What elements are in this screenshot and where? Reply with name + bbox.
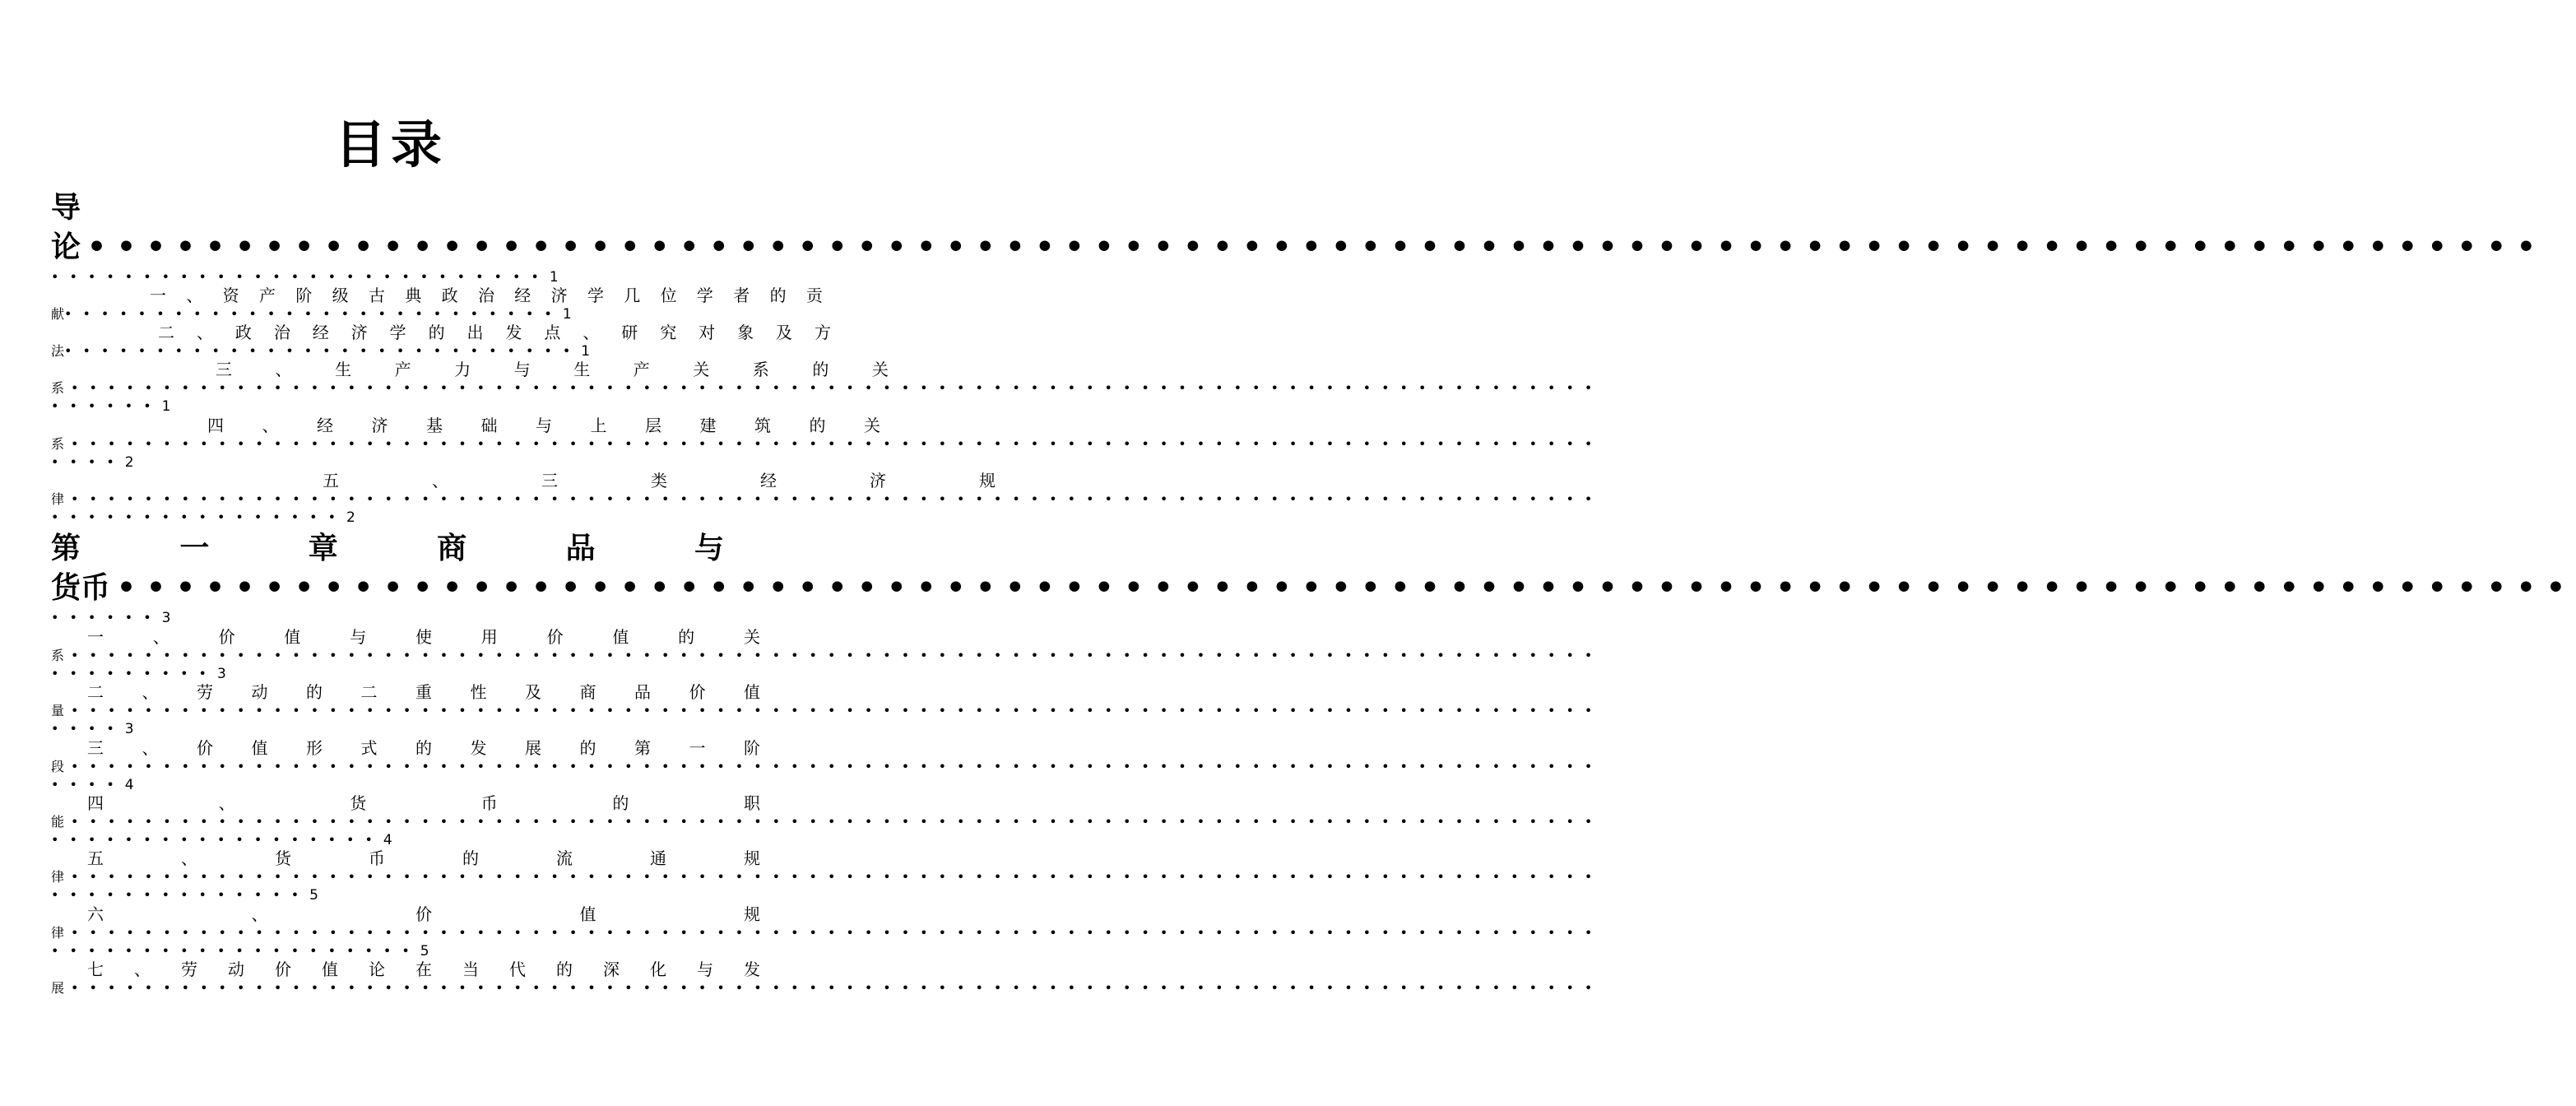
- section-title-char: 值: [612, 627, 629, 647]
- section-page-number: 4: [124, 776, 134, 793]
- section-title-char: 、: [262, 416, 279, 435]
- section-title-char: 资: [222, 286, 239, 305]
- section-title-char: 基: [426, 416, 443, 435]
- section-title-char: 的: [612, 793, 629, 813]
- section-title-char: 段: [51, 759, 65, 774]
- section-page-number: 2: [124, 453, 134, 471]
- chapter-heading-char: 品: [565, 532, 596, 565]
- section-title-char: 与: [536, 416, 552, 435]
- section-title-char: 究: [660, 323, 677, 342]
- section-title-char: 式: [360, 738, 378, 758]
- section-page-number: 3: [216, 665, 226, 682]
- section-title-char: 二: [158, 323, 174, 342]
- section-title-char: 础: [480, 416, 498, 435]
- section-title-char: 动: [251, 682, 268, 702]
- section-title-char: 发: [470, 738, 487, 758]
- section-title-char: 使: [415, 627, 432, 647]
- section-title-char: 深: [603, 960, 620, 979]
- chapter-heading-char: 与: [694, 532, 724, 565]
- dot-leader: ••••: [51, 721, 125, 737]
- section-title-char: 商: [579, 682, 596, 702]
- toc-entry-leader[interactable]: [51, 229, 724, 267]
- section-title-char: 的: [579, 738, 596, 758]
- section-title-char: 币: [369, 848, 385, 868]
- dot-leader: ••••••: [51, 398, 162, 414]
- section-title-char: 政: [234, 323, 252, 342]
- section-title-char: 当: [462, 960, 479, 979]
- section-title-char: 几: [624, 286, 641, 305]
- section-title-char: 经: [514, 286, 531, 305]
- toc-entry-leader[interactable]: [51, 569, 724, 607]
- section-title-char: 、: [181, 848, 197, 868]
- section-title-char: 规: [979, 471, 996, 490]
- section-title-char: 、: [218, 793, 235, 813]
- section-title-char: 品: [634, 682, 651, 702]
- intro-heading-char: 导: [51, 191, 81, 225]
- section-title-char: 与: [350, 627, 367, 647]
- section-title-char: 的: [556, 960, 573, 979]
- chapter1-heading-line1[interactable]: [51, 530, 724, 568]
- section-title-char: 筑: [754, 416, 771, 435]
- section-title-char: 位: [660, 286, 677, 305]
- section-title-char: 一: [87, 627, 104, 647]
- section-title-char: 研: [621, 323, 638, 342]
- section-title-char: 能: [51, 814, 65, 830]
- section-title-char: 学: [587, 286, 604, 305]
- section-title-char: 层: [645, 416, 661, 435]
- section-page-number: 5: [309, 886, 318, 904]
- section-title-char: 关: [871, 360, 889, 379]
- section-title-char: 一: [689, 738, 706, 758]
- chapter-heading-char: 货币: [51, 571, 111, 605]
- section-title-char: 二: [360, 682, 378, 702]
- section-title-char: 、: [251, 904, 268, 924]
- section-title-char: 职: [743, 793, 760, 813]
- section-page-number: 1: [581, 342, 591, 360]
- section-title-char: 建: [699, 416, 717, 435]
- page-title: 目录: [334, 114, 447, 174]
- dot-leader: [71, 927, 1603, 940]
- section-title-char: 价: [218, 627, 235, 647]
- section-page-number: 5: [420, 942, 429, 960]
- section-title-char: 经: [317, 416, 333, 435]
- section-title-char: 五: [87, 848, 104, 868]
- section-title-char: 产: [633, 360, 650, 379]
- section-title-char: 流: [556, 848, 573, 868]
- section-title-char: 四: [207, 416, 224, 435]
- dot-leader: [71, 704, 1603, 718]
- dot-leader: [87, 233, 2546, 263]
- dot-leader: [71, 493, 1603, 506]
- section-title-char: 律: [51, 491, 65, 507]
- section-title-char: 值: [284, 627, 301, 647]
- intro-page-number: 1: [549, 268, 559, 286]
- section-page-number: 1: [161, 397, 171, 415]
- section-page-number: 4: [383, 831, 392, 848]
- section-title-char: 的: [428, 323, 445, 342]
- section-title-char: 上: [590, 416, 607, 435]
- section-title-char: 治: [273, 323, 290, 342]
- section-title-char: 三: [541, 471, 558, 490]
- section-title-char: 规: [744, 848, 760, 868]
- section-title-char: 、: [196, 323, 213, 342]
- section-title-char: 方: [814, 323, 831, 342]
- section-title-char: 学: [389, 323, 406, 342]
- section-title-char: 贡: [805, 286, 823, 305]
- section-title-char: 与: [513, 360, 531, 379]
- section-title-char: 级: [332, 286, 349, 305]
- section-page-number: 2: [346, 509, 355, 526]
- section-title-char: 、: [152, 627, 169, 647]
- intro-heading-line1[interactable]: [51, 189, 724, 227]
- section-title-char: 、: [275, 360, 292, 379]
- dot-leader: ••••••••••••••••••••: [51, 943, 420, 959]
- section-title-char: 三: [216, 360, 232, 379]
- section-title-char: 象: [737, 323, 754, 342]
- section-title-char: 的: [415, 738, 432, 758]
- section-title-char: 类: [651, 471, 667, 490]
- section-title-char: 代: [509, 960, 526, 979]
- section-title-char: 律: [51, 925, 65, 941]
- section-title-char: 的: [769, 286, 787, 305]
- section-title-char: 的: [678, 627, 695, 647]
- section-title-char: 济: [371, 416, 388, 435]
- section-title-char: 价: [197, 738, 213, 758]
- section-title-char: 经: [760, 471, 777, 490]
- section-title-char: 与: [697, 960, 713, 979]
- section-title-char: 币: [480, 793, 498, 813]
- section-title-char: 四: [87, 793, 104, 813]
- section-title-char: 的: [809, 416, 826, 435]
- section-title-char: 古: [368, 286, 385, 305]
- section-title-char: 对: [699, 323, 716, 342]
- section-title-char: 形: [306, 738, 323, 758]
- section-title-char: 展: [51, 980, 65, 996]
- section-title-char: 价: [546, 627, 564, 647]
- section-title-char: 的: [462, 848, 479, 868]
- section-title-char: 济: [550, 286, 568, 305]
- section-title-char: 出: [466, 323, 484, 342]
- dot-leader: [71, 649, 1603, 662]
- section-title-char: 生: [335, 360, 352, 379]
- section-title-char: 化: [650, 960, 666, 979]
- section-title-char: 济: [350, 323, 368, 342]
- section-title-char: 发: [744, 960, 760, 979]
- intro-heading-char: 论: [51, 230, 81, 264]
- section-title-char: 产: [394, 360, 411, 379]
- section-title-char: 点: [544, 323, 561, 342]
- section-title-char: 六: [87, 904, 104, 924]
- section-title-char: 值: [322, 960, 338, 979]
- section-title-char: 价: [275, 960, 291, 979]
- section-title-char: 劳: [197, 682, 213, 702]
- section-title-char: 、: [142, 738, 159, 758]
- section-title-char: 济: [870, 471, 886, 490]
- section-title-char: 的: [306, 682, 323, 702]
- section-title-char: 学: [696, 286, 713, 305]
- section-title-char: 政: [441, 286, 458, 305]
- section-title-char: 重: [415, 682, 432, 702]
- section-title-char: 二: [87, 682, 104, 702]
- section-title-char: 价: [415, 904, 432, 924]
- section-title-char: 献: [51, 306, 65, 322]
- section-title-char: 价: [689, 682, 706, 702]
- section-title-char: 三: [87, 738, 104, 758]
- section-title-char: 阶: [295, 286, 313, 305]
- chapter-heading-char: 第: [51, 532, 81, 565]
- dot-leader: [71, 816, 1603, 829]
- dot-leader: ••••: [51, 454, 125, 470]
- section-title-char: 生: [573, 360, 591, 379]
- section-title-char: 七: [87, 960, 104, 979]
- dot-leader: ••••: [51, 777, 125, 792]
- section-title-char: 系: [752, 360, 769, 379]
- section-title-char: 规: [744, 904, 760, 924]
- section-title-char: 关: [743, 627, 760, 647]
- section-title-char: 治: [477, 286, 494, 305]
- section-title-char: 货: [350, 793, 367, 813]
- dot-leader: ••••••••••••••••••••••••••••: [64, 343, 582, 359]
- section-title-char: 及: [776, 323, 792, 342]
- section-title-char: 产: [258, 286, 276, 305]
- section-title-char: 劳: [181, 960, 197, 979]
- section-title-char: 在: [415, 960, 432, 979]
- section-title-char: 动: [228, 960, 244, 979]
- section-title-char: 发: [505, 323, 522, 342]
- section-title-char: 系: [51, 648, 65, 663]
- toc-entry-leader[interactable]: [51, 976, 724, 1001]
- dot-leader: •••••••••••••••••••••••••••: [64, 306, 563, 322]
- section-title-char: 关: [864, 416, 880, 435]
- dot-leader: [71, 382, 1603, 395]
- section-title-char: 系: [51, 380, 65, 396]
- section-title-char: 第: [634, 738, 651, 758]
- section-title-char: 、: [142, 682, 159, 702]
- section-title-char: 五: [323, 471, 339, 490]
- chapter-heading-char: 一: [179, 532, 210, 565]
- section-title-char: 一: [150, 286, 166, 305]
- section-title-char: 值: [251, 738, 268, 758]
- section-title-char: 、: [583, 323, 600, 342]
- dot-leader: [71, 760, 1603, 774]
- dot-leader: •••••••••••••••••••••••••••: [51, 269, 550, 285]
- dot-leader: ••••••••••••••: [51, 887, 310, 903]
- chapter-heading-char: 商: [437, 532, 467, 565]
- section-title-char: 论: [369, 960, 385, 979]
- section-title-char: 通: [650, 848, 666, 868]
- section-title-char: 、: [134, 960, 151, 979]
- section-title-char: 典: [405, 286, 422, 305]
- dot-leader: [71, 871, 1603, 884]
- section-title-char: 性: [470, 682, 487, 702]
- section-title-char: 、: [186, 286, 203, 305]
- section-title-char: 用: [480, 627, 498, 647]
- section-title-char: 法: [51, 343, 65, 359]
- dot-leader: [117, 574, 2576, 603]
- dot-leader: •••••••••: [51, 666, 217, 681]
- section-title-char: 货: [275, 848, 291, 868]
- section-page-number: 1: [562, 305, 572, 323]
- section-page-number: 3: [124, 720, 134, 737]
- section-title-char: 关: [693, 360, 710, 379]
- section-title-char: 经: [312, 323, 329, 342]
- dot-leader: ••••••••••••••••: [51, 509, 346, 525]
- section-title-char: 力: [454, 360, 471, 379]
- dot-leader: [71, 982, 1603, 995]
- section-title-char: 阶: [744, 738, 760, 758]
- section-title-char: 系: [51, 436, 65, 452]
- section-title-char: 者: [733, 286, 750, 305]
- section-title-char: 值: [744, 682, 760, 702]
- dot-leader: ••••••••••••••••••: [51, 832, 383, 848]
- dot-leader: [71, 438, 1603, 451]
- chapter-heading-char: 章: [308, 532, 338, 565]
- dot-leader: ••••••: [51, 610, 162, 625]
- section-title-char: 量: [51, 703, 65, 718]
- section-title-char: 的: [812, 360, 829, 379]
- section-title-char: 律: [51, 869, 65, 885]
- section-title-char: 值: [579, 904, 596, 924]
- section-title-char: 及: [525, 682, 541, 702]
- section-title-char: 、: [432, 471, 448, 490]
- section-title-char: 展: [525, 738, 541, 758]
- chapter-page-number: 3: [161, 609, 171, 626]
- toc-entry-page-line[interactable]: [51, 505, 724, 530]
